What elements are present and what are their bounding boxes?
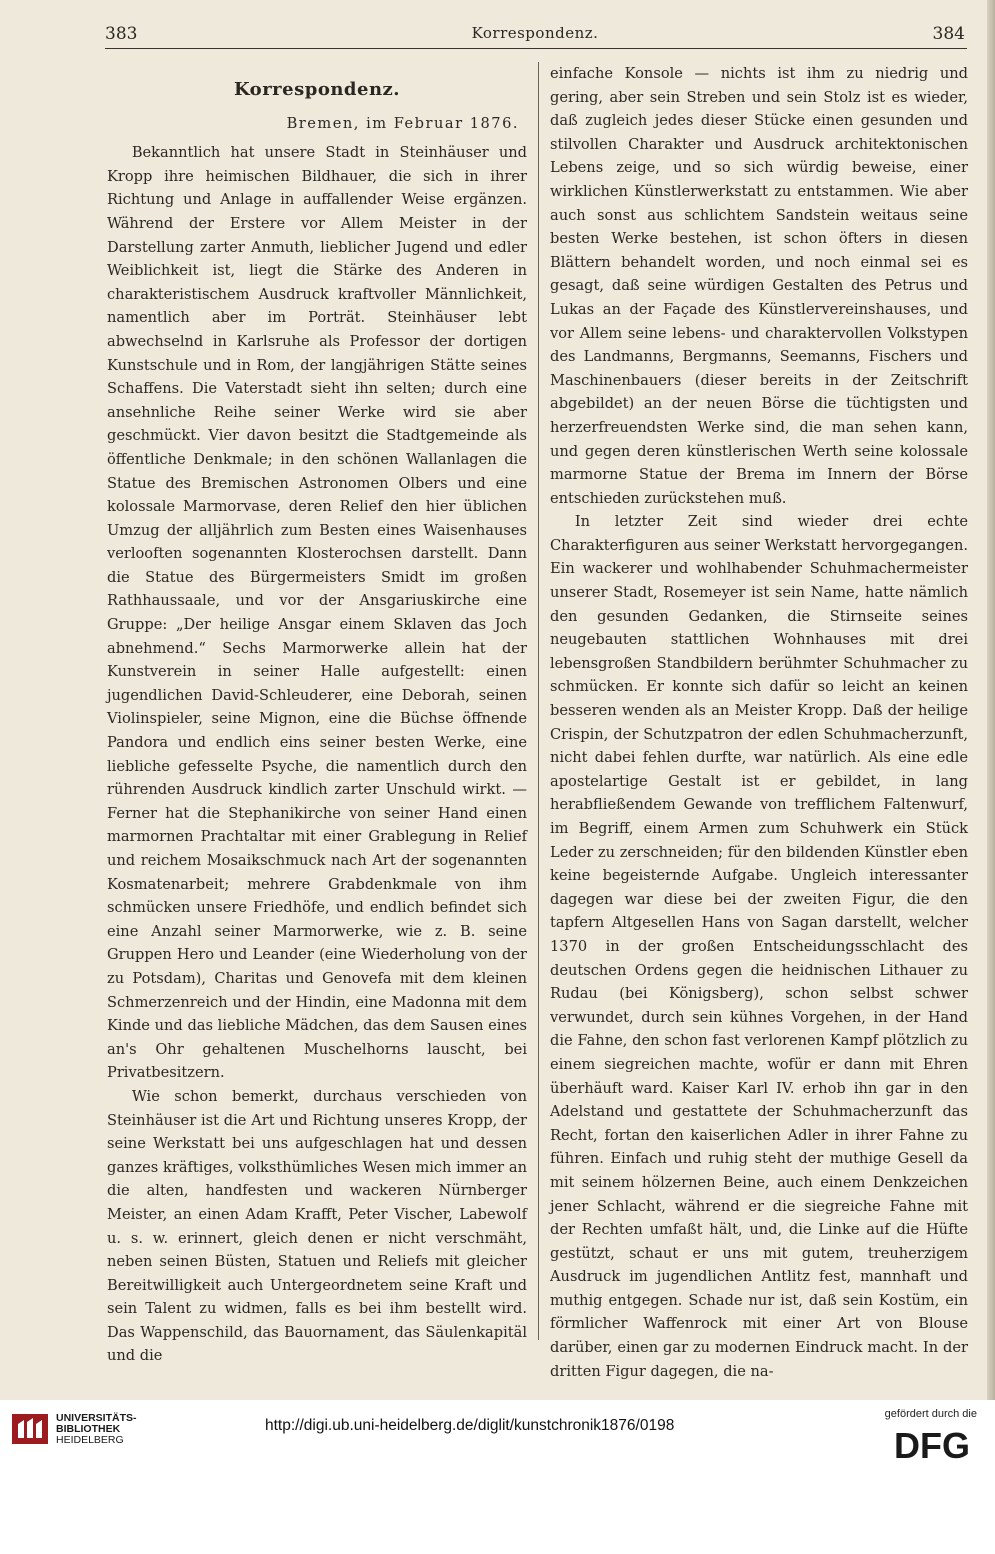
dfg-logo-icon — [883, 1424, 981, 1464]
left-column — [107, 62, 527, 1368]
university-seal-icon — [10, 1412, 50, 1446]
paragraph: einfache Konsole — nichts ist ihm zu niedrig und gering, aber sein Streben und sein Stolz ist es wieder, daß zugleich jedes dieser Stücke einen gesunden und stilvollen Charakter und Ausdruck architektonischen Lebens zeige, und so sich würdig beweise, einer wirklichen Künstlerwerkstatt zu entstammen. Wie aber auch sonst aus schlichtem Sandstein weitaus seine besten Werke bestehen, ist schon öfters in diesen Blättern behandelt worden, und noch einmal sei es gesagt, daß seine würdigen Gestalten des Petrus und Lukas an der Façade des Künstlervereinshauses, und vor Allem seine lebens- und charaktervollen Volkstypen des Landmanns, Bergmanns, Seemanns, Fischers und Maschinenbauers (dieser bereits in der Zeitschrift abgebildet) an der neuen Börse die tüchtigsten und herzerfreuendsten Werke sind, die man sehen kann, und gegen deren künstlerischen Werth seine kolossale marmorne Statue der Brema im Innern der Börse entschieden zurückstehen muß. — [550, 65, 968, 507]
svg-text:DFG: DFG — [894, 1425, 970, 1464]
right-column — [550, 62, 968, 1383]
dateline: Bremen, im Februar 1876. — [286, 114, 519, 132]
paragraph: Bekanntlich hat unsere Stadt in Steinhäuser und Kropp ihre heimischen Bildhauer, die sich in ihrer Richtung und Anlage in auffallender Weise ergänzen. Während der Erstere vor Allem Meister in der Darstellung zarter Anmuth, lieblicher Jugend und edler Weiblichkeit ist, liegt die Stärke des Anderen in charakteristischem Ausdruck kraftvoller Männlichkeit, namentlich aber im Porträt. Steinhäuser lebt abwechselnd in Karlsruhe als Professor der dortigen Kunstschule und in Rom, der langjährigen Stätte seines Schaffens. Die Vaterstadt sieht ihn selten; durch eine ansehnliche Reihe seiner Werke wird sie aber geschmückt. Vier davon besitzt die Stadtgemeinde als öffentliche Denkmale; in den schönen Wallanlagen die Statue des Bremischen Astronomen Olbers und eine kolossale Marmorvase, deren Relief den hier üblichen Umzug der alljährlich zum Besten eines Waisenhauses verlooften sogenannten Klosterochsen darstellt. Dann die Statue des Bürgermeisters Smidt im großen Rathhaussaale, und vor der Ansgariuskirche eine Gruppe: „Der heilige Ansgar einem Sklaven das Joch abnehmend.“ Sechs Marmorwerke allein hat der Kunstverein in seiner Halle aufgestellt: einen jugendlichen David-Schleuderer, eine Deborah, seinen Violinspieler, seine Mignon, eine die Büchse öffnende Pandora und endlich eins seiner besten Werke, eine liebliche gefesselte Psyche, die namentlich durch den rührenden Ausdruck kindlich zarter Unschuld wirkt. — Ferner hat die Stephanikirche von seiner Hand einen marmornen Prachtaltar mit einer Grablegung in Relief und reichem Mosaikschmuck nach Art der sogenannten Kosmatenarbeit; mehrere Grabdenkmale von ihm schmücken unsere Friedhöfe, und endlich befindet sich eine Anzahl seiner Marmorwerke, wie z. B. seine Gruppen Hero und Leander (eine Wiederholung von der zu Potsdam), Charitas und Genovefa mit dem kleinen Schmerzenreich und der Hindin, eine Madonna mit dem Kinde und das liebliche Mädchen, das dem Sausen eines an's Ohr gehaltenen Muschelhorns lauscht, bei Privatbesitzern. — [107, 144, 527, 1082]
library-line: BIBLIOTHEK — [56, 1423, 121, 1435]
paragraph: In letzter Zeit sind wieder drei echte Charakterfiguren aus seiner Werkstatt hervorgegangen. Ein wackerer und wohlhabender Schuhmachermeister unserer Stadt, Rosemeyer ist sein Name, hatte nämlich den gesunden Gedanken, die Stirnseite seines neugebauten stattlichen Wohnhauses mit drei lebensgroßen Standbildern berühmter Schuhmacher zu schmücken. Er konnte sich dafür so leicht an keinen besseren wenden als an Meister Kropp. Daß der heilige Crispin, der Schutzpatron der edlen Schuhmacherzunft, nicht dabei fehlen durfte, war natürlich. Als eine edle apostelartige Gestalt ist er gebildet, in lang herabfließendem Gewande von trefflichem Faltenwurf, im Begriff, einem Armen zum Schuhwerk ein Stück Leder zu zerschneiden; für den bildenden Künstler eben keine begeisternde Aufgabe. Ungleich interessanter dagegen war diese bei der zweiten Figur, die den tapfern Altgesellen Hans von Sagan darstellt, welcher 1370 in der großen Entscheidungsschlacht des deutschen Ordens gegen die heidnischen Lithauer zu Rudau (bei Königsberg), schon selbst schwer verwundet, durch sein kühnes Vorgehen, in der Hand die Fahne, den schon fast verlorenen Kampf plötzlich zu einem siegreichen machte, wofür er dann mit Ehren überhäuft ward. Kaiser Karl IV. erhob ihn gar in den Adelstand und gestattete der Schuhmacherzunft das Recht, fortan den kaiserlichen Adler in ihrer Fahne zu führen. Einfach und ruhig steht der muthige Gesell da mit seinem hölzernen Beine, auch einem Denkzeichen jener Schlacht, während er die siegreiche Fahne mit der Rechten umfaßt hält, und, die Linke auf die Hüfte gestützt, schaut er uns mit gutem, treuherzigem Ausdruck im jugendlichen Antlitz fest, mannhaft und muthig entgegen. Schade nur ist, daß sein Kostüm, ein förmlicher Waffenrock mit einer Art von Blouse darüber, einen gar zu modernen Eindruck macht. In der dritten Figur dagegen, die na- — [550, 513, 968, 1380]
paragraph: Wie schon bemerkt, durchaus verschieden von Steinhäuser ist die Art und Richtung unseres Kropp, der seine Werkstatt bei uns aufgeschlagen hat und dessen ganzes kräftiges, volksthümliches Wesen mich immer an die alten, handfesten und wackeren Nürnberger Meister, an einen Adam Krafft, Peter Vischer, Labewolf u. s. w. erinnert, gleich denen er nicht verschmäht, neben seinen Büsten, Statuen und Reliefs mit gleicher Bereitwilligkeit auch Untergeordnetem seine Kraft und sein Talent zu widmen, falls es bei ihm bestellt wird. Das Wappenschild, das Bauornament, das Säulenkapitäl und die — [107, 1087, 527, 1365]
funded-by-text: gefördert durch die — [884, 1408, 977, 1420]
library-line: UNIVERSITÄTS- — [56, 1412, 137, 1424]
column-divider — [538, 62, 539, 1340]
library-name — [56, 1413, 137, 1446]
page-header — [105, 20, 965, 48]
article-title: Korrespondenz. — [233, 79, 401, 100]
footer-bar — [0, 1400, 995, 1554]
page-number-right: 384 — [932, 24, 965, 44]
library-line: HEIDELBERG — [56, 1434, 124, 1446]
permalink-url[interactable]: http://digi.ub.uni-heidelberg.de/diglit/kunstchronik1876/0198 — [265, 1417, 675, 1434]
page-edge — [987, 0, 995, 1400]
header-rule — [105, 48, 967, 49]
page-number-left: 383 — [105, 24, 138, 44]
running-title: Korrespondenz. — [471, 24, 599, 42]
